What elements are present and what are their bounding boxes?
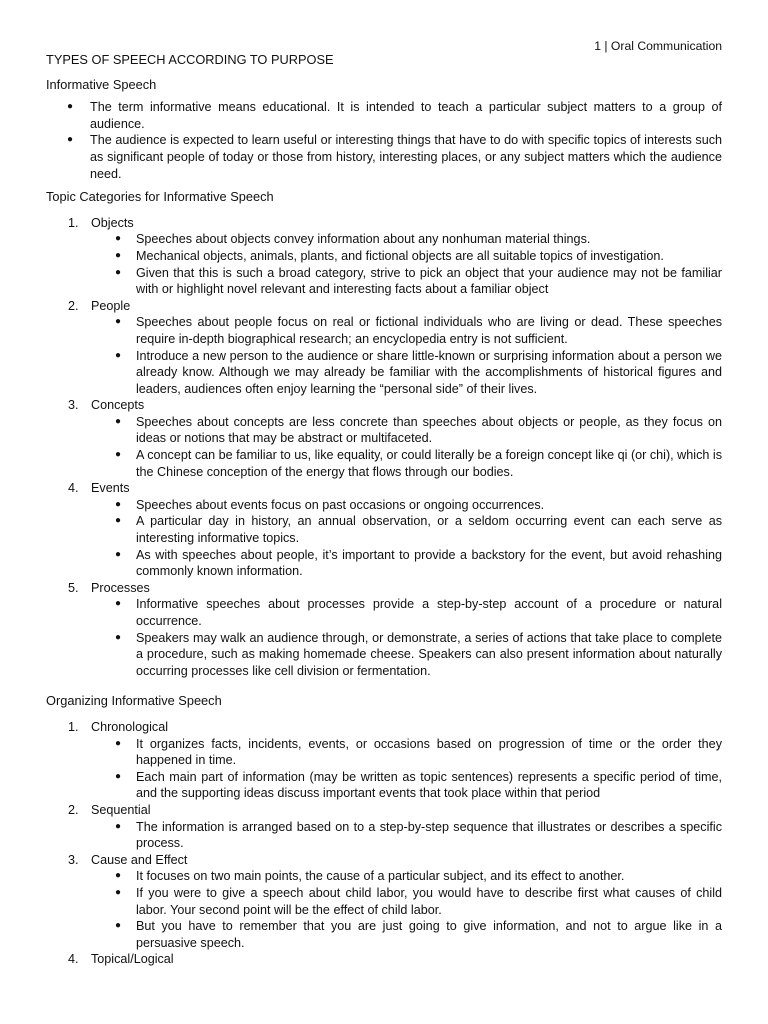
bullet-dot-icon: ●	[66, 134, 74, 146]
bullet-item	[46, 497, 722, 514]
topic-categories-list	[46, 215, 722, 680]
item-number: 4.	[68, 481, 79, 496]
bullet-item	[46, 868, 722, 885]
bullet-item	[46, 736, 722, 769]
bullet-text: But you have to remember that you are just going to give information, and not to argue like in a persuasive speech.	[136, 919, 722, 950]
bullet-text: It organizes facts, incidents, events, or occasions based on progression of time or the order they happened in time.	[136, 736, 722, 768]
document-title: TYPES OF SPEECH ACCORDING TO PURPOSE	[46, 52, 334, 67]
bullet-text: As with speeches about people, it’s important to provide a backstory for the event, but avoid rehashing commonly known information.	[136, 547, 722, 579]
item-title: Concepts	[91, 398, 145, 413]
bullet-item	[46, 265, 722, 298]
bullet-text: It focuses on two main points, the cause of a particular subject, and its effect to another.	[136, 869, 625, 884]
bullet-text: Mechanical objects, animals, plants, and fictional objects are all suitable topics of investigation.	[136, 248, 664, 263]
numbered-item	[46, 802, 722, 852]
item-number: 4.	[68, 952, 79, 967]
bullet-dot-icon: ●	[114, 233, 122, 245]
bullet-dot-icon: ●	[114, 920, 122, 932]
bullet-item	[46, 547, 722, 580]
bullet-dot-icon: ●	[114, 266, 122, 278]
bullet-item	[46, 596, 722, 629]
numbered-item	[46, 852, 722, 952]
bullet-item	[46, 885, 722, 918]
bullet-dot-icon: ●	[114, 249, 122, 261]
bullet-dot-icon: ●	[114, 498, 122, 510]
bullet-text: Speeches about people focus on real or fictional individuals who are living or dead. These speeches require in-depth biographical research; an encyclopedia entry is not sufficient.	[136, 315, 722, 346]
item-number: 2.	[68, 802, 79, 817]
bullet-item	[46, 132, 722, 182]
item-title: Cause and Effect	[91, 852, 188, 867]
sub-bullet-list	[46, 596, 722, 679]
numbered-item	[46, 719, 722, 802]
item-title: People	[91, 298, 131, 313]
numbered-item-heading	[46, 480, 722, 497]
numbered-item	[46, 298, 722, 398]
bullet-item	[46, 314, 722, 347]
bullet-item	[46, 630, 722, 680]
bullet-text: Speeches about events focus on past occasions or ongoing occurrences.	[136, 497, 545, 512]
bullet-item	[46, 819, 722, 852]
informative-bullet-list	[46, 99, 722, 182]
item-number: 3.	[68, 398, 79, 413]
item-title: Topical/Logical	[91, 952, 174, 967]
item-number: 1.	[68, 215, 79, 230]
bullet-dot-icon: ●	[66, 101, 74, 113]
bullet-dot-icon: ●	[114, 631, 122, 643]
bullet-text: Introduce a new person to the audience or share little-known or surprising information about a person we already know. Although we may already be familiar with the accomplishments of historical figures and leaders, audiences often enjoy learning the “personal side” of their lives.	[136, 348, 722, 396]
bullet-text: A concept can be familiar to us, like equality, or could literally be a foreign concept like qi (or chi), which is the Chinese conception of the energy that flows through our bodies.	[136, 448, 722, 479]
bullet-item	[46, 918, 722, 951]
bullet-text: Speeches about concepts are less concrete than speeches about objects or people, as they focus on ideas or notions that may be abstract or multifaceted.	[136, 414, 722, 446]
bullet-dot-icon: ●	[114, 449, 122, 461]
numbered-item	[46, 480, 722, 580]
bullet-dot-icon: ●	[114, 316, 122, 328]
bullet-item	[46, 348, 722, 398]
bullet-item	[46, 447, 722, 480]
numbered-item-heading	[46, 298, 722, 315]
sub-bullet-list	[46, 819, 722, 852]
numbered-item-heading	[46, 397, 722, 414]
bullet-dot-icon: ●	[114, 415, 122, 427]
bullet-dot-icon: ●	[114, 515, 122, 527]
sub-bullet-list	[46, 314, 722, 397]
bullet-text: Informative speeches about processes provide a step-by-step account of a procedure or natural occurrence.	[136, 597, 722, 628]
informative-speech-heading: Informative Speech	[46, 76, 157, 92]
bullet-dot-icon: ●	[114, 820, 122, 832]
item-title: Processes	[91, 580, 150, 595]
item-title: Sequential	[91, 802, 151, 817]
numbered-item-heading	[46, 215, 722, 232]
bullet-item	[46, 769, 722, 802]
numbered-item	[46, 397, 722, 480]
numbered-item-heading	[46, 802, 722, 819]
bullet-item	[46, 231, 722, 248]
bullet-item	[46, 99, 722, 132]
sub-bullet-list	[46, 868, 722, 951]
numbered-item-heading	[46, 719, 722, 736]
item-title: Chronological	[91, 719, 169, 734]
bullet-text: The audience is expected to learn useful or interesting things that have to do with specific topics of interests such as significant people of today or those from history, interesting places, or any subject matters which the audience need.	[90, 133, 722, 181]
bullet-item	[46, 248, 722, 265]
item-number: 5.	[68, 580, 79, 595]
bullet-text: The term informative means educational. It is intended to teach a particular subject matters to a group of audience.	[90, 100, 722, 131]
bullet-text: Given that this is such a broad category, strive to pick an object that your audience may not be familiar with or highlight novel relevant and interesting facts about a familiar object	[136, 265, 722, 297]
bullet-text: Each main part of information (may be written as topic sentences) represents a specific period of time, and the supporting ideas discuss important events that took place within that period	[136, 769, 722, 801]
bullet-dot-icon: ●	[114, 886, 122, 898]
bullet-dot-icon: ●	[114, 737, 122, 749]
bullet-dot-icon: ●	[114, 770, 122, 782]
numbered-item	[46, 580, 722, 680]
sub-bullet-list	[46, 497, 722, 580]
organizing-list	[46, 719, 722, 968]
sub-bullet-list	[46, 736, 722, 802]
bullet-dot-icon: ●	[114, 870, 122, 882]
bullet-item	[46, 414, 722, 447]
bullet-text: Speakers may walk an audience through, or demonstrate, a series of actions that take place to complete a procedure, such as making homemade cheese. Speakers can also present information about naturally occurring processes like cell division or fermentation.	[136, 630, 722, 678]
numbered-item	[46, 215, 722, 298]
item-number: 1.	[68, 719, 79, 734]
bullet-dot-icon: ●	[114, 548, 122, 560]
sub-bullet-list	[46, 414, 722, 480]
sub-bullet-list	[46, 231, 722, 297]
numbered-item	[46, 951, 722, 968]
item-title: Events	[91, 481, 130, 496]
numbered-item-heading	[46, 852, 722, 869]
bullet-item	[46, 513, 722, 546]
numbered-item-heading	[46, 951, 722, 968]
bullet-text: The information is arranged based on to a step-by-step sequence that illustrates or describes a specific process.	[136, 819, 722, 851]
bullet-dot-icon: ●	[114, 598, 122, 610]
organizing-heading: Organizing Informative Speech	[46, 693, 222, 709]
bullet-text: A particular day in history, an annual observation, or a seldom occurring event can each serve as interesting informative topics.	[136, 514, 722, 546]
bullet-dot-icon: ●	[114, 349, 122, 361]
item-number: 3.	[68, 852, 79, 867]
bullet-text: Speeches about objects convey information about any nonhuman material things.	[136, 232, 591, 247]
item-title: Objects	[91, 215, 134, 230]
numbered-item-heading	[46, 580, 722, 597]
bullet-text: If you were to give a speech about child labor, you would have to describe first what causes of child labor. Your second point will be the effect of child labor.	[136, 885, 722, 917]
item-number: 2.	[68, 298, 79, 313]
topic-categories-heading: Topic Categories for Informative Speech	[46, 189, 274, 205]
running-head: 1 | Oral Communication	[594, 39, 722, 53]
